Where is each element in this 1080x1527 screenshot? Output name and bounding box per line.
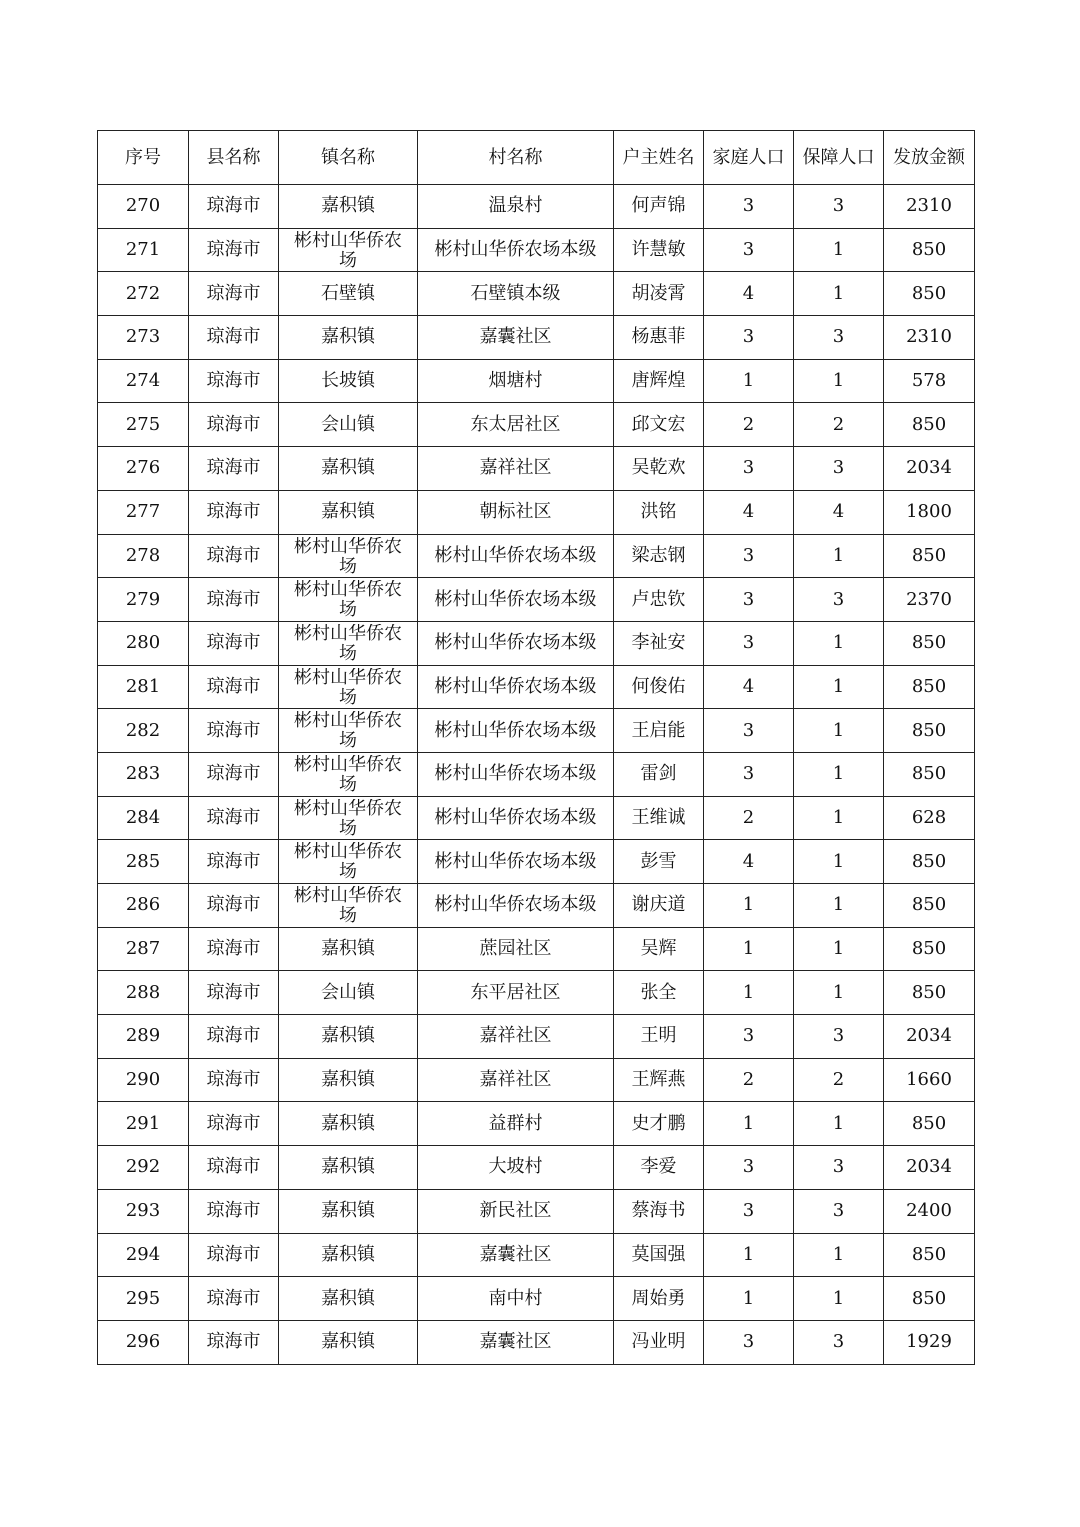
- cell-amount: 1929: [884, 1320, 975, 1364]
- cell-covered-persons: 1: [794, 1102, 884, 1146]
- cell-householder: 何声锦: [614, 185, 704, 229]
- cell-village: 大坡村: [418, 1146, 614, 1190]
- header-family-size: 家庭人口: [704, 131, 794, 185]
- cell-family-size: 3: [704, 621, 794, 665]
- cell-amount: 2310: [884, 185, 975, 229]
- cell-county: 琼海市: [189, 796, 279, 840]
- cell-family-size: 4: [704, 490, 794, 534]
- cell-town-text: 彬村山华侨农场: [294, 842, 402, 883]
- cell-county: 琼海市: [189, 316, 279, 360]
- table-row: [98, 665, 975, 709]
- table-row: [98, 228, 975, 272]
- cell-covered-persons: 1: [794, 971, 884, 1015]
- cell-amount: 578: [884, 359, 975, 403]
- cell-covered-persons: 3: [794, 578, 884, 622]
- cell-village: 彬村山华侨农场本级: [418, 796, 614, 840]
- cell-family-size: 3: [704, 1189, 794, 1233]
- cell-serial: 275: [98, 403, 189, 447]
- cell-county: 琼海市: [189, 752, 279, 796]
- cell-town: [279, 884, 418, 928]
- cell-town: [279, 709, 418, 753]
- cell-householder: 王辉燕: [614, 1058, 704, 1102]
- cell-family-size: 3: [704, 534, 794, 578]
- cell-covered-persons: 3: [794, 1189, 884, 1233]
- cell-town: 嘉积镇: [279, 1320, 418, 1364]
- cell-town: 嘉积镇: [279, 1146, 418, 1190]
- cell-village: 温泉村: [418, 185, 614, 229]
- cell-covered-persons: 2: [794, 1058, 884, 1102]
- header-village: 村名称: [418, 131, 614, 185]
- cell-town: 嘉积镇: [279, 490, 418, 534]
- cell-village: 烟塘村: [418, 359, 614, 403]
- cell-family-size: 1: [704, 927, 794, 971]
- table-row: [98, 796, 975, 840]
- cell-town: [279, 840, 418, 884]
- cell-county: 琼海市: [189, 1058, 279, 1102]
- table-row: [98, 272, 975, 316]
- cell-householder: 吴乾欢: [614, 447, 704, 491]
- table-row: [98, 578, 975, 622]
- cell-town-text: 彬村山华侨农场: [294, 580, 402, 621]
- cell-village: 蔗园社区: [418, 927, 614, 971]
- cell-village: 朝标社区: [418, 490, 614, 534]
- cell-covered-persons: 1: [794, 534, 884, 578]
- table-row: [98, 752, 975, 796]
- cell-serial: 274: [98, 359, 189, 403]
- cell-village: 益群村: [418, 1102, 614, 1146]
- cell-amount: 850: [884, 927, 975, 971]
- cell-covered-persons: 3: [794, 185, 884, 229]
- cell-covered-persons: 2: [794, 403, 884, 447]
- cell-covered-persons: 3: [794, 1320, 884, 1364]
- cell-amount: 850: [884, 971, 975, 1015]
- cell-family-size: 1: [704, 1233, 794, 1277]
- cell-amount: 2034: [884, 447, 975, 491]
- table-row: [98, 621, 975, 665]
- cell-covered-persons: 1: [794, 228, 884, 272]
- cell-town: 会山镇: [279, 971, 418, 1015]
- cell-family-size: 3: [704, 1146, 794, 1190]
- cell-serial: 277: [98, 490, 189, 534]
- cell-amount: 850: [884, 709, 975, 753]
- cell-covered-persons: 1: [794, 884, 884, 928]
- cell-town: 嘉积镇: [279, 927, 418, 971]
- cell-family-size: 1: [704, 359, 794, 403]
- cell-village: 嘉囊社区: [418, 1320, 614, 1364]
- cell-town: [279, 796, 418, 840]
- cell-householder: 洪铭: [614, 490, 704, 534]
- cell-serial: 288: [98, 971, 189, 1015]
- cell-family-size: 4: [704, 272, 794, 316]
- cell-family-size: 3: [704, 752, 794, 796]
- cell-householder: 许慧敏: [614, 228, 704, 272]
- cell-county: 琼海市: [189, 1277, 279, 1321]
- cell-householder: 史才鹏: [614, 1102, 704, 1146]
- cell-village: 彬村山华侨农场本级: [418, 752, 614, 796]
- cell-householder: 李爱: [614, 1146, 704, 1190]
- cell-county: 琼海市: [189, 447, 279, 491]
- cell-family-size: 3: [704, 228, 794, 272]
- cell-town: 嘉积镇: [279, 1233, 418, 1277]
- cell-village: 彬村山华侨农场本级: [418, 621, 614, 665]
- header-county: 县名称: [189, 131, 279, 185]
- cell-village: 彬村山华侨农场本级: [418, 534, 614, 578]
- cell-town-text: 彬村山华侨农场: [294, 886, 402, 926]
- cell-householder: 李祉安: [614, 621, 704, 665]
- cell-covered-persons: 1: [794, 1277, 884, 1321]
- cell-village: 嘉囊社区: [418, 316, 614, 360]
- cell-town: 长坡镇: [279, 359, 418, 403]
- cell-serial: 286: [98, 884, 189, 928]
- cell-amount: 2310: [884, 316, 975, 360]
- cell-county: 琼海市: [189, 1189, 279, 1233]
- cell-village: 彬村山华侨农场本级: [418, 228, 614, 272]
- table-row: [98, 1320, 975, 1364]
- cell-town: 嘉积镇: [279, 1189, 418, 1233]
- cell-county: 琼海市: [189, 1233, 279, 1277]
- cell-serial: 295: [98, 1277, 189, 1321]
- cell-village: 东太居社区: [418, 403, 614, 447]
- cell-amount: 850: [884, 228, 975, 272]
- cell-family-size: 1: [704, 1102, 794, 1146]
- cell-town: [279, 534, 418, 578]
- cell-town: 嘉积镇: [279, 1102, 418, 1146]
- table-row: [98, 1189, 975, 1233]
- cell-serial: 293: [98, 1189, 189, 1233]
- cell-amount: 2370: [884, 578, 975, 622]
- cell-county: 琼海市: [189, 359, 279, 403]
- cell-householder: 梁志钢: [614, 534, 704, 578]
- table-row: [98, 1058, 975, 1102]
- cell-serial: 278: [98, 534, 189, 578]
- table-row: [98, 490, 975, 534]
- table-row: [98, 534, 975, 578]
- cell-covered-persons: 3: [794, 1015, 884, 1059]
- cell-family-size: 1: [704, 971, 794, 1015]
- cell-county: 琼海市: [189, 578, 279, 622]
- cell-householder: 胡凌霄: [614, 272, 704, 316]
- cell-family-size: 2: [704, 403, 794, 447]
- cell-family-size: 4: [704, 665, 794, 709]
- cell-householder: 杨惠菲: [614, 316, 704, 360]
- cell-village: 嘉祥社区: [418, 1058, 614, 1102]
- cell-serial: 279: [98, 578, 189, 622]
- cell-town: 嘉积镇: [279, 1277, 418, 1321]
- header-serial: 序号: [98, 131, 189, 185]
- cell-town: 嘉积镇: [279, 447, 418, 491]
- cell-amount: 1800: [884, 490, 975, 534]
- cell-covered-persons: 1: [794, 1233, 884, 1277]
- cell-covered-persons: 3: [794, 1146, 884, 1190]
- header-covered-persons: 保障人口: [794, 131, 884, 185]
- cell-covered-persons: 3: [794, 316, 884, 360]
- table-row: [98, 1233, 975, 1277]
- cell-town: 嘉积镇: [279, 1015, 418, 1059]
- cell-serial: 287: [98, 927, 189, 971]
- cell-amount: 850: [884, 1102, 975, 1146]
- cell-serial: 271: [98, 228, 189, 272]
- cell-family-size: 3: [704, 1320, 794, 1364]
- cell-serial: 283: [98, 752, 189, 796]
- cell-town: [279, 228, 418, 272]
- cell-amount: 628: [884, 796, 975, 840]
- cell-serial: 276: [98, 447, 189, 491]
- table-row: [98, 709, 975, 753]
- cell-covered-persons: 1: [794, 927, 884, 971]
- cell-village: 嘉囊社区: [418, 1233, 614, 1277]
- cell-covered-persons: 1: [794, 665, 884, 709]
- cell-county: 琼海市: [189, 971, 279, 1015]
- cell-householder: 王维诚: [614, 796, 704, 840]
- cell-family-size: 4: [704, 840, 794, 884]
- cell-family-size: 3: [704, 578, 794, 622]
- cell-householder: 雷剑: [614, 752, 704, 796]
- cell-serial: 273: [98, 316, 189, 360]
- cell-village: 嘉祥社区: [418, 447, 614, 491]
- cell-amount: 850: [884, 752, 975, 796]
- cell-family-size: 3: [704, 709, 794, 753]
- cell-householder: 彭雪: [614, 840, 704, 884]
- cell-town-text: 彬村山华侨农场: [294, 798, 402, 839]
- cell-family-size: 2: [704, 1058, 794, 1102]
- cell-amount: 850: [884, 884, 975, 928]
- table-row: [98, 1146, 975, 1190]
- cell-amount: 850: [884, 621, 975, 665]
- header-row: [98, 131, 975, 185]
- cell-serial: 296: [98, 1320, 189, 1364]
- table-row: [98, 316, 975, 360]
- cell-family-size: 3: [704, 1015, 794, 1059]
- cell-town: 会山镇: [279, 403, 418, 447]
- cell-serial: 272: [98, 272, 189, 316]
- cell-town-text: 彬村山华侨农场: [294, 667, 402, 708]
- header-town: 镇名称: [279, 131, 418, 185]
- cell-householder: 唐辉煌: [614, 359, 704, 403]
- cell-householder: 冯业明: [614, 1320, 704, 1364]
- cell-town: 嘉积镇: [279, 1058, 418, 1102]
- cell-town: [279, 665, 418, 709]
- cell-village: 嘉祥社区: [418, 1015, 614, 1059]
- cell-serial: 292: [98, 1146, 189, 1190]
- cell-county: 琼海市: [189, 709, 279, 753]
- cell-serial: 285: [98, 840, 189, 884]
- cell-serial: 291: [98, 1102, 189, 1146]
- cell-amount: 2034: [884, 1146, 975, 1190]
- cell-amount: 850: [884, 665, 975, 709]
- cell-family-size: 3: [704, 185, 794, 229]
- cell-village: 彬村山华侨农场本级: [418, 665, 614, 709]
- cell-family-size: 3: [704, 447, 794, 491]
- cell-town-text: 彬村山华侨农场: [294, 623, 402, 664]
- cell-village: 彬村山华侨农场本级: [418, 840, 614, 884]
- cell-county: 琼海市: [189, 228, 279, 272]
- cell-amount: 2034: [884, 1015, 975, 1059]
- cell-householder: 吴辉: [614, 927, 704, 971]
- cell-county: 琼海市: [189, 272, 279, 316]
- cell-householder: 张全: [614, 971, 704, 1015]
- cell-serial: 281: [98, 665, 189, 709]
- cell-serial: 282: [98, 709, 189, 753]
- cell-amount: 850: [884, 1233, 975, 1277]
- table-row: [98, 884, 975, 928]
- cell-town: 嘉积镇: [279, 316, 418, 360]
- cell-county: 琼海市: [189, 621, 279, 665]
- cell-covered-persons: 1: [794, 840, 884, 884]
- cell-town: 石壁镇: [279, 272, 418, 316]
- cell-householder: 邱文宏: [614, 403, 704, 447]
- table-body: [98, 185, 975, 1365]
- cell-householder: 王明: [614, 1015, 704, 1059]
- cell-householder: 谢庆道: [614, 884, 704, 928]
- cell-county: 琼海市: [189, 1015, 279, 1059]
- table-row: [98, 971, 975, 1015]
- cell-amount: 850: [884, 272, 975, 316]
- cell-county: 琼海市: [189, 840, 279, 884]
- cell-town: [279, 578, 418, 622]
- cell-town-text: 彬村山华侨农场: [294, 230, 402, 271]
- cell-county: 琼海市: [189, 185, 279, 229]
- cell-village: 东平居社区: [418, 971, 614, 1015]
- cell-village: 新民社区: [418, 1189, 614, 1233]
- cell-town: [279, 752, 418, 796]
- cell-county: 琼海市: [189, 884, 279, 928]
- cell-amount: 2400: [884, 1189, 975, 1233]
- table-row: [98, 185, 975, 229]
- cell-covered-persons: 4: [794, 490, 884, 534]
- cell-amount: 850: [884, 403, 975, 447]
- cell-county: 琼海市: [189, 534, 279, 578]
- cell-county: 琼海市: [189, 403, 279, 447]
- cell-covered-persons: 1: [794, 621, 884, 665]
- cell-amount: 850: [884, 1277, 975, 1321]
- cell-householder: 卢忠钦: [614, 578, 704, 622]
- cell-county: 琼海市: [189, 490, 279, 534]
- cell-county: 琼海市: [189, 927, 279, 971]
- cell-householder: 王启能: [614, 709, 704, 753]
- cell-family-size: 2: [704, 796, 794, 840]
- cell-town-text: 彬村山华侨农场: [294, 754, 402, 795]
- cell-county: 琼海市: [189, 1146, 279, 1190]
- cell-covered-persons: 1: [794, 709, 884, 753]
- cell-covered-persons: 1: [794, 272, 884, 316]
- cell-amount: 850: [884, 840, 975, 884]
- cell-village: 石壁镇本级: [418, 272, 614, 316]
- cell-serial: 280: [98, 621, 189, 665]
- table-row: [98, 840, 975, 884]
- cell-county: 琼海市: [189, 665, 279, 709]
- cell-serial: 289: [98, 1015, 189, 1059]
- cell-householder: 周始勇: [614, 1277, 704, 1321]
- cell-householder: 莫国强: [614, 1233, 704, 1277]
- header-householder: 户主姓名: [614, 131, 704, 185]
- cell-family-size: 1: [704, 884, 794, 928]
- cell-village: 南中村: [418, 1277, 614, 1321]
- cell-town: [279, 621, 418, 665]
- cell-householder: 何俊佑: [614, 665, 704, 709]
- cell-town-text: 彬村山华侨农场: [294, 711, 402, 752]
- table-row: [98, 403, 975, 447]
- cell-householder: 蔡海书: [614, 1189, 704, 1233]
- cell-village: 彬村山华侨农场本级: [418, 578, 614, 622]
- cell-covered-persons: 3: [794, 447, 884, 491]
- table-row: [98, 927, 975, 971]
- cell-family-size: 3: [704, 316, 794, 360]
- table-row: [98, 447, 975, 491]
- cell-town-text: 彬村山华侨农场: [294, 536, 402, 577]
- table-row: [98, 1277, 975, 1321]
- cell-serial: 290: [98, 1058, 189, 1102]
- cell-covered-persons: 1: [794, 359, 884, 403]
- cell-amount: 850: [884, 534, 975, 578]
- cell-covered-persons: 1: [794, 796, 884, 840]
- table-row: [98, 1102, 975, 1146]
- cell-serial: 294: [98, 1233, 189, 1277]
- cell-serial: 284: [98, 796, 189, 840]
- cell-amount: 1660: [884, 1058, 975, 1102]
- cell-village: 彬村山华侨农场本级: [418, 709, 614, 753]
- cell-covered-persons: 1: [794, 752, 884, 796]
- cell-serial: 270: [98, 185, 189, 229]
- cell-county: 琼海市: [189, 1102, 279, 1146]
- table-row: [98, 359, 975, 403]
- cell-county: 琼海市: [189, 1320, 279, 1364]
- subsidy-table: [97, 130, 975, 1365]
- cell-village: 彬村山华侨农场本级: [418, 884, 614, 928]
- header-amount: 发放金额: [884, 131, 975, 185]
- cell-town: 嘉积镇: [279, 185, 418, 229]
- cell-family-size: 1: [704, 1277, 794, 1321]
- table-row: [98, 1015, 975, 1059]
